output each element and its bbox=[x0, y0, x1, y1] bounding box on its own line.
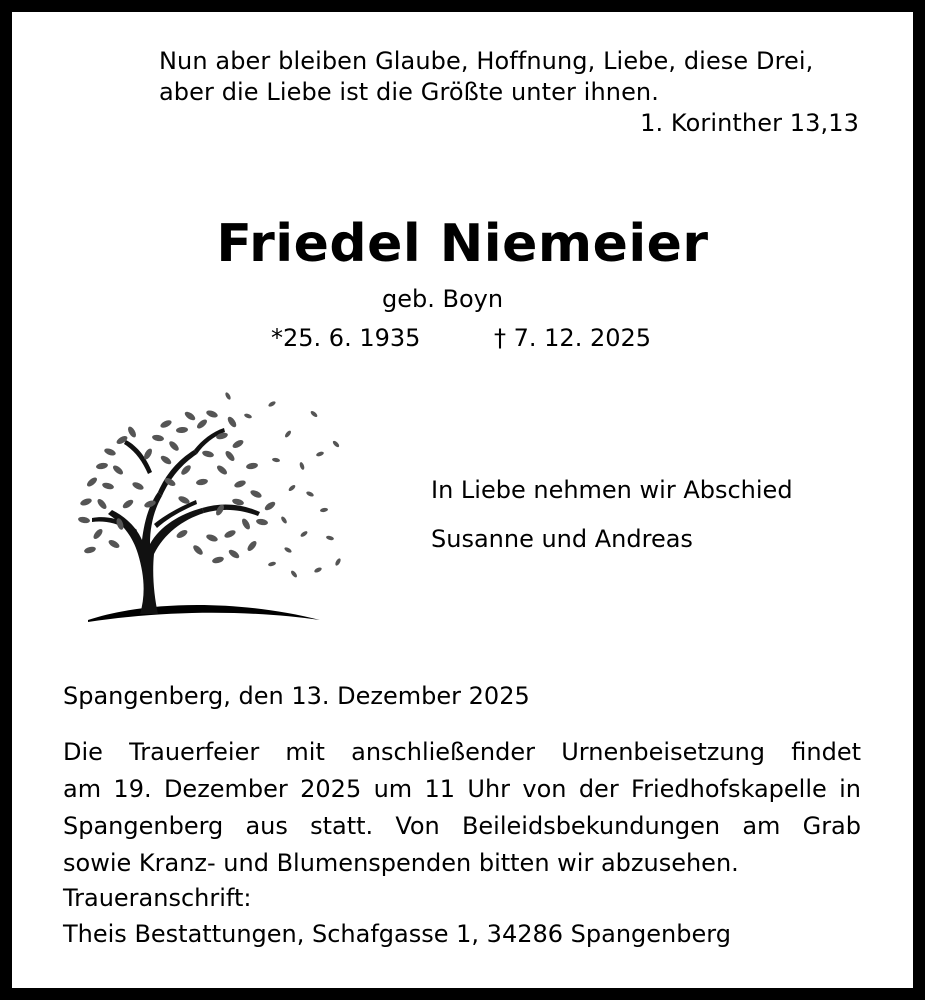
death-date: † 7. 12. 2025 bbox=[494, 324, 652, 352]
ceremony-details bbox=[63, 734, 861, 882]
address-label: Traueranschrift: bbox=[63, 884, 252, 912]
bible-verse bbox=[159, 46, 859, 139]
birth-name: geb. Boyn bbox=[382, 285, 504, 313]
mourners: Susanne und Andreas bbox=[431, 525, 693, 553]
farewell-block bbox=[431, 474, 793, 555]
verse-line-2: aber die Liebe ist die Größte unter ihnen. bbox=[159, 78, 659, 106]
mourning-address bbox=[63, 880, 731, 952]
obituary-notice bbox=[12, 12, 913, 988]
verse-reference: 1. Korinther 13,13 bbox=[640, 109, 859, 137]
ceremony-line-1: Die Trauerfeier mit anschließender Urnenbeisetzung findet bbox=[63, 738, 861, 766]
ceremony-line-4: sowie Kranz- und Blumenspenden bitten wir abzusehen. bbox=[63, 849, 739, 877]
verse-line-1: Nun aber bleiben Glaube, Hoffnung, Liebe, diese Drei, bbox=[159, 47, 814, 75]
ceremony-line-3: Spangenberg aus statt. Von Beileidsbekundungen am Grab bbox=[63, 812, 861, 840]
place-and-date: Spangenberg, den 13. Dezember 2025 bbox=[63, 682, 530, 710]
farewell-text: In Liebe nehmen wir Abschied bbox=[431, 476, 793, 504]
tree-icon bbox=[62, 374, 342, 624]
birth-date: *25. 6. 1935 bbox=[271, 324, 421, 352]
deceased-name: Friedel Niemeier bbox=[216, 214, 709, 274]
ceremony-line-2: am 19. Dezember 2025 um 11 Uhr von der Friedhofskapelle in bbox=[63, 775, 861, 803]
address-value: Theis Bestattungen, Schafgasse 1, 34286 Spangenberg bbox=[63, 920, 731, 948]
